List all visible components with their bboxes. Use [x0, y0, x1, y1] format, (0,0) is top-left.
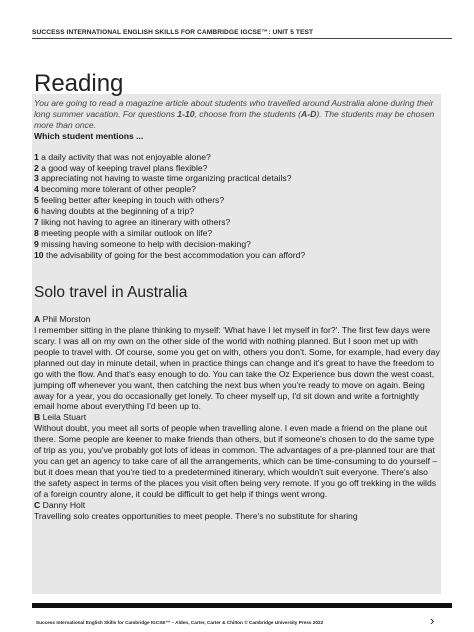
instructions [34, 98, 440, 131]
question-range: 1-10 [177, 108, 195, 119]
running-header: SUCCESS INTERNATIONAL ENGLISH SKILLS FOR CAMBRIDGE IGCSE™: UNIT 5 TEST [32, 29, 314, 36]
student-paragraph: Travelling solo creates opportunities to meet people. There's no substitute for sharing [34, 510, 358, 521]
section-title: Reading [34, 70, 124, 97]
student-heading: A Phil Morston [34, 314, 91, 325]
question-item: 10 the advisability of going for the best accommodation you can afford? [34, 249, 306, 260]
question-item: 6 having doubts at the beginning of a trip? [34, 206, 195, 217]
question-item: 9 missing having someone to help with decision-making? [34, 238, 251, 249]
instructions-text: , choose from the students ( [194, 108, 302, 119]
question-item: 8 meeting people with a similar outlook on life? [34, 227, 213, 238]
header-rule [32, 38, 452, 39]
question-item: 4 becoming more tolerant of other people? [34, 184, 196, 195]
question-item: 3 appreciating not having to waste time organizing practical details? [34, 173, 292, 184]
footer-text: Success International English Skills for Cambridge IGCSE™ – Alden, Carter, Carter & Chilton © Cambridge University Press 2022 [36, 620, 324, 625]
student-range: A-D [301, 108, 317, 119]
question-item: 7 liking not having to agree an itinerary with others? [34, 217, 231, 228]
student-paragraph: I remember sitting in the plane thinking to myself: 'What have I let myself in for?'. The first few days were scary. I was all on my own on the other side of the world with nothing planned. But I soon met up with people to travel with. Of course, some you get on with, others you don't. Some, for example, had every day planned out day in minute detail, when in practice things can change and it's great to have the freedom to go with the flow. And that's easy enough to do. You can take the Oz Experience bus down the west coast, jumping off whenever you want, then catching the next bus when you're ready to move on again. Being away for a year, you do occasionally get lonely. To cheer myself up, I'd sit down and write a fortnightly email home about everything I'd been up to. [34, 325, 440, 412]
which-label: Which student mentions ... [34, 130, 144, 141]
instructions-text: You are going to read a magazine article about students who travelled around Australia alone during their long summer vacation. For questions [34, 98, 434, 119]
footer-bar [32, 603, 452, 608]
page-corner-icon: › [430, 613, 435, 628]
question-item: 5 feeling better after keeping in touch with others? [34, 195, 225, 206]
student-heading: B Leila Stuart [34, 412, 87, 423]
content [34, 98, 440, 521]
instructions-text: ). The students may be chosen more than once. [34, 108, 435, 130]
question-item: 2 a good way of keeping travel plans flexible? [34, 162, 208, 173]
student-heading: C Danny Holt [34, 499, 86, 510]
student-paragraph: Without doubt, you meet all sorts of people when travelling alone. I even made a friend on the plane out there. Some people are keener to make friends than others, but if someone's chosen to do the same type of trip as you, you've probably got lots of ideas in common. The advantages of a pre-planned tour are that you can get an agency to take care of all the arrangements, which can be time-consuming to do yourself – but it does mean that you're tied to a predetermined itinerary, which wouldn't suit everyone. There's also the safety aspect in terms of the places you visit often being very remote. If you go off trekking in the wilds of a foreign country alone, it could be difficult to get help if things went wrong. [34, 423, 438, 499]
article-title: Solo travel in Australia [34, 283, 188, 301]
question-list [34, 152, 440, 261]
question-item: 1 a daily activity that was not enjoyable alone? [34, 151, 211, 162]
